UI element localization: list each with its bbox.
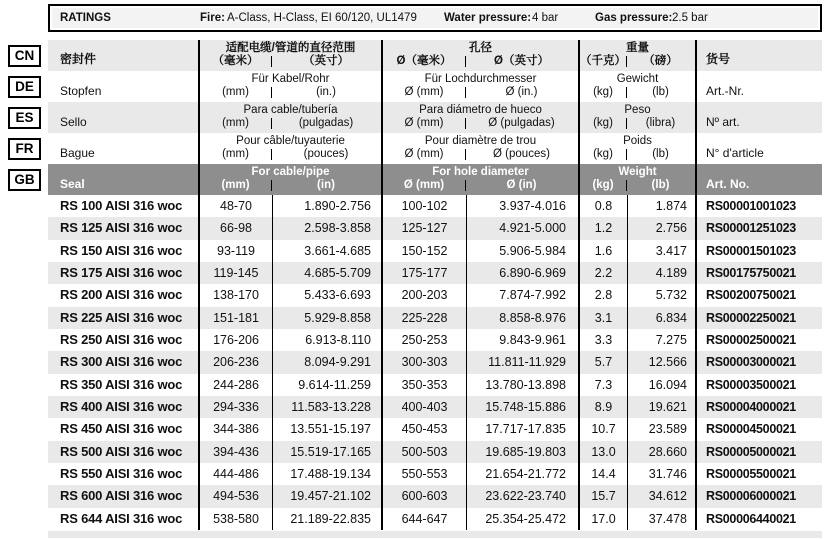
gas-pressure-value: 2.5 bar — [672, 12, 708, 24]
weight-lb-cell: 4.189 — [628, 262, 697, 284]
hole-diameter-group-label: For hole diameter — [432, 166, 529, 178]
hole-in-cell: 5.906-5.984 — [467, 240, 580, 262]
cable-in-cell: 1.890-2.756 — [273, 195, 383, 217]
seal-term-label: Stopfen — [48, 71, 200, 102]
weight-lb-cell: 2.756 — [628, 217, 697, 239]
cable-mm-cell: 151-181 — [200, 307, 273, 329]
fire-rating-label: Fire: — [200, 12, 225, 24]
language-badge: GB — [8, 169, 41, 191]
hole-mm-cell: 450-453 — [383, 418, 467, 440]
cable-pipe-column-header — [200, 102, 383, 133]
hole-diameter-column-header — [383, 71, 580, 102]
weight-kg-cell: 3.3 — [580, 329, 628, 351]
weight-group-label: Gewicht — [616, 73, 659, 85]
hole-mm-cell: 150-152 — [383, 240, 467, 262]
weight-lb-cell: 7.275 — [628, 329, 697, 351]
weight-kg-cell: 5.7 — [580, 351, 628, 373]
cable-in-cell: 9.614-11.259 — [273, 374, 383, 396]
cable-in-cell: 3.661-4.685 — [273, 240, 383, 262]
hole-in-cell: 17.717-17.835 — [467, 418, 580, 440]
hole-diameter-column-header — [383, 40, 580, 71]
weight-lb-cell: 34.612 — [628, 485, 697, 507]
cable-in-cell: 17.488-19.134 — [273, 463, 383, 485]
seal-name-cell: RS 450 AISI 316 woc — [48, 418, 200, 440]
weight-lb-cell: 1.874 — [628, 195, 697, 217]
weight-kg-cell: 8.9 — [580, 396, 628, 418]
hole-in-cell: 23.622-23.740 — [467, 485, 580, 507]
table-row — [48, 307, 822, 329]
table-row — [48, 396, 822, 418]
hole-in-cell: 7.874-7.992 — [467, 284, 580, 306]
language-header-row — [14, 40, 822, 71]
hole-in-unit-label: Ø (pulgadas) — [488, 117, 555, 129]
weight-kg-cell: 14.4 — [580, 463, 628, 485]
art-no-cell: RS00006000021 — [706, 489, 796, 504]
cable-in-unit-label: (pulgadas) — [298, 117, 354, 129]
hole-in-cell: 25.354-25.472 — [467, 508, 580, 530]
art-no-cell: RS00005500021 — [706, 466, 796, 481]
gas-pressure-label: Gas pressure: — [595, 12, 673, 24]
hole-mm-cell: 644-647 — [383, 508, 467, 530]
cable-in-cell: 13.551-15.197 — [273, 418, 383, 440]
cable-pipe-group-label: Pour câble/tuyauterie — [236, 135, 345, 147]
hole-in-unit-label: Ø (pouces) — [493, 148, 550, 160]
weight-lb-unit-label: (lb) — [651, 179, 670, 191]
cable-in-cell: 8.094-9.291 — [273, 351, 383, 373]
table-row — [48, 508, 822, 530]
hole-in-cell: 6.890-6.969 — [467, 262, 580, 284]
ratings-bar — [48, 4, 822, 32]
weight-kg-cell: 2.2 — [580, 262, 628, 284]
table-row — [48, 485, 822, 507]
weight-lb-unit-label: (libra) — [645, 117, 676, 129]
weight-column-header — [580, 71, 697, 102]
art-no-column-header: Art.-Nr. — [706, 84, 744, 98]
seal-name-cell: RS 550 AISI 316 woc — [48, 463, 200, 485]
table-row — [48, 351, 822, 373]
weight-group-label: Poids — [623, 135, 652, 147]
hole-in-unit-label: Ø (in) — [506, 179, 537, 191]
cable-mm-cell: 344-386 — [200, 418, 273, 440]
seal-name-cell: RS 150 AISI 316 woc — [48, 240, 200, 262]
weight-kg-cell: 7.3 — [580, 374, 628, 396]
hole-diameter-group-label: Für Lochdurchmesser — [424, 73, 537, 85]
cable-in-unit-label: (in.) — [316, 86, 336, 98]
hole-mm-unit-label: Ø (mm) — [404, 117, 444, 129]
cable-pipe-group-label: For cable/pipe — [251, 166, 330, 178]
weight-lb-unit-label: (lb) — [652, 148, 669, 160]
weight-group-label: 重量 — [626, 42, 649, 54]
table-row — [48, 463, 822, 485]
cable-mm-cell: 494-536 — [200, 485, 273, 507]
spec-table — [14, 40, 822, 538]
cable-mm-unit-label: （毫米） — [212, 55, 259, 67]
art-no-cell: RS00003500021 — [706, 377, 796, 392]
art-no-cell: RS00002500021 — [706, 332, 796, 347]
seal-term-label: Seal — [48, 164, 200, 195]
cable-mm-cell: 93-119 — [200, 240, 273, 262]
art-no-cell: RS00001251023 — [706, 221, 796, 236]
weight-group-label: Peso — [624, 104, 651, 116]
table-bottom-strip — [48, 531, 822, 538]
hole-mm-unit-label: Ø (mm) — [404, 86, 444, 98]
table-row — [48, 374, 822, 396]
hole-diameter-column-header — [383, 102, 580, 133]
seal-name-cell: RS 300 AISI 316 woc — [48, 351, 200, 373]
art-no-cell: RS00005000021 — [706, 444, 796, 459]
weight-kg-cell: 15.7 — [580, 485, 628, 507]
hole-in-cell: 15.748-15.886 — [467, 396, 580, 418]
cable-in-cell: 5.929-8.858 — [273, 307, 383, 329]
language-badge: DE — [8, 76, 41, 98]
art-no-column-header: N° d'article — [706, 146, 764, 160]
table-row — [48, 284, 822, 306]
hole-in-unit-label: Ø (in.) — [505, 86, 538, 98]
cable-mm-cell: 244-286 — [200, 374, 273, 396]
art-no-cell: RS00175750021 — [706, 265, 796, 280]
cable-pipe-column-header — [200, 40, 383, 71]
weight-kg-cell: 10.7 — [580, 418, 628, 440]
cable-in-unit-label: (pouces) — [303, 148, 349, 160]
hole-in-cell: 4.921-5.000 — [467, 217, 580, 239]
weight-lb-cell: 12.566 — [628, 351, 697, 373]
cable-in-cell: 5.433-6.693 — [273, 284, 383, 306]
weight-lb-cell: 28.660 — [628, 441, 697, 463]
weight-column-header — [580, 40, 697, 71]
weight-lb-cell: 19.621 — [628, 396, 697, 418]
cable-mm-unit-label: (mm) — [222, 86, 249, 98]
cable-mm-cell: 294-336 — [200, 396, 273, 418]
art-no-cell: RS00001001023 — [706, 199, 796, 213]
weight-lb-cell: 37.478 — [628, 508, 697, 530]
weight-kg-unit-label: (kg) — [593, 117, 613, 129]
cable-pipe-group-label: Für Kabel/Rohr — [251, 73, 330, 85]
cable-mm-cell: 206-236 — [200, 351, 273, 373]
hole-in-cell: 21.654-21.772 — [467, 463, 580, 485]
weight-kg-cell: 2.8 — [580, 284, 628, 306]
table-row — [48, 217, 822, 239]
weight-kg-unit-label: (kg) — [592, 179, 614, 191]
weight-lb-unit-label: （磅） — [643, 55, 678, 67]
hole-mm-unit-label: Ø (mm) — [404, 148, 444, 160]
ratings-title: RATINGS — [60, 12, 111, 24]
art-no-cell: RS00004500021 — [706, 422, 796, 437]
hole-mm-cell: 500-503 — [383, 441, 467, 463]
hole-diameter-group-label: 孔径 — [469, 42, 492, 54]
cable-mm-cell: 538-580 — [200, 508, 273, 530]
cable-mm-cell: 138-170 — [200, 284, 273, 306]
seal-term-label: Sello — [48, 102, 200, 133]
art-no-column-header: 货号 — [706, 52, 731, 66]
cable-in-unit-label: （英寸） — [303, 55, 349, 67]
seal-term-label: 密封件 — [48, 40, 200, 71]
cable-mm-cell: 48-70 — [200, 195, 273, 217]
hole-mm-cell: 550-553 — [383, 463, 467, 485]
cable-pipe-group-label: Para cable/tubería — [243, 104, 338, 116]
hole-mm-cell: 125-127 — [383, 217, 467, 239]
water-pressure-value: 4 bar — [532, 12, 559, 24]
cable-mm-cell: 176-206 — [200, 329, 273, 351]
cable-mm-cell: 444-486 — [200, 463, 273, 485]
cable-in-cell: 19.457-21.102 — [273, 485, 383, 507]
art-no-cell: RS00001501023 — [706, 243, 796, 258]
hole-mm-cell: 100-102 — [383, 195, 467, 217]
seal-name-cell: RS 350 AISI 316 woc — [48, 374, 200, 396]
seal-name-cell: RS 100 AISI 316 woc — [48, 195, 200, 217]
gb-header-row — [14, 164, 822, 195]
language-badge: ES — [8, 107, 41, 129]
seal-name-cell: RS 644 AISI 316 woc — [48, 508, 200, 530]
hole-in-cell: 11.811-11.929 — [467, 351, 580, 373]
hole-in-cell: 3.937-4.016 — [467, 195, 580, 217]
seal-name-cell: RS 600 AISI 316 woc — [48, 485, 200, 507]
table-row — [48, 195, 822, 217]
weight-lb-cell: 3.417 — [628, 240, 697, 262]
weight-lb-cell: 5.732 — [628, 284, 697, 306]
cable-mm-cell: 119-145 — [200, 262, 273, 284]
cable-in-cell: 15.519-17.165 — [273, 441, 383, 463]
weight-kg-cell: 13.0 — [580, 441, 628, 463]
art-no-column-header: Art. No. — [706, 177, 750, 191]
language-badge: CN — [8, 45, 41, 67]
hole-mm-cell: 200-203 — [383, 284, 467, 306]
weight-kg-cell: 3.1 — [580, 307, 628, 329]
weight-kg-cell: 0.8 — [580, 195, 628, 217]
language-badge: FR — [8, 138, 41, 160]
cable-mm-cell: 394-436 — [200, 441, 273, 463]
hole-diameter-group-label: Para diámetro de hueco — [419, 104, 542, 116]
cable-pipe-column-header — [200, 71, 383, 102]
hole-mm-unit-label: Ø (mm) — [403, 179, 445, 191]
language-header-row — [15, 133, 822, 164]
cable-in-cell: 6.913-8.110 — [273, 329, 383, 351]
cable-in-cell: 4.685-5.709 — [273, 262, 383, 284]
hole-mm-unit-label: Ø（毫米） — [396, 55, 452, 67]
hole-mm-cell: 400-403 — [383, 396, 467, 418]
hole-diameter-group-label: Pour diamètre de trou — [424, 135, 537, 147]
hole-in-cell: 19.685-19.803 — [467, 441, 580, 463]
cable-in-unit-label: (in) — [317, 179, 335, 191]
seal-name-cell: RS 250 AISI 316 woc — [48, 329, 200, 351]
cable-in-cell: 2.598-3.858 — [273, 217, 383, 239]
hole-mm-cell: 250-253 — [383, 329, 467, 351]
weight-column-header — [580, 164, 697, 195]
water-pressure-label: Water pressure: — [444, 12, 532, 24]
cable-in-cell: 11.583-13.228 — [273, 396, 383, 418]
weight-kg-cell: 17.0 — [580, 508, 628, 530]
weight-group-label: Weight — [618, 166, 657, 178]
art-no-cell: RS00200750021 — [706, 288, 796, 303]
fire-rating-value: A-Class, H-Class, EI 60/120, UL1479 — [227, 12, 417, 24]
hole-mm-cell: 300-303 — [383, 351, 467, 373]
seal-name-cell: RS 500 AISI 316 woc — [48, 441, 200, 463]
hole-mm-cell: 350-353 — [383, 374, 467, 396]
weight-kg-unit-label: (kg) — [593, 148, 613, 160]
weight-kg-cell: 1.2 — [580, 217, 628, 239]
hole-diameter-column-header — [383, 164, 580, 195]
hole-mm-cell: 175-177 — [383, 262, 467, 284]
weight-lb-cell: 6.834 — [628, 307, 697, 329]
art-no-cell: RS00003000021 — [706, 355, 796, 370]
hole-in-unit-label: Ø（英寸） — [494, 55, 549, 67]
table-row — [48, 329, 822, 351]
hole-in-cell: 9.843-9.961 — [467, 329, 580, 351]
hole-diameter-column-header — [383, 133, 580, 164]
table-body — [48, 195, 822, 530]
weight-lb-unit-label: (lb) — [652, 86, 669, 98]
weight-lb-cell: 31.746 — [628, 463, 697, 485]
weight-lb-cell: 23.589 — [628, 418, 697, 440]
table-row — [48, 240, 822, 262]
cable-mm-cell: 66-98 — [200, 217, 273, 239]
cable-mm-unit-label: (mm) — [221, 179, 250, 191]
language-header-row — [15, 102, 822, 133]
seal-term-label: Bague — [48, 133, 200, 164]
cable-pipe-group-label: 适配电缆/管道的直径范围 — [225, 42, 356, 54]
art-no-column-header: Nº art. — [706, 115, 740, 129]
cable-mm-unit-label: (mm) — [222, 148, 249, 160]
hole-in-cell: 8.858-8.976 — [467, 307, 580, 329]
hole-in-cell: 13.780-13.898 — [467, 374, 580, 396]
table-row — [48, 441, 822, 463]
art-no-cell: RS00006440021 — [706, 511, 796, 526]
hole-mm-cell: 225-228 — [383, 307, 467, 329]
language-header-row — [15, 71, 822, 102]
hole-mm-cell: 600-603 — [383, 485, 467, 507]
seal-name-cell: RS 200 AISI 316 woc — [48, 284, 200, 306]
header-language-rows — [14, 40, 822, 164]
weight-kg-unit-label: (kg) — [593, 86, 613, 98]
art-no-cell: RS00002250021 — [706, 310, 796, 325]
cable-pipe-column-header — [200, 133, 383, 164]
seal-name-cell: RS 400 AISI 316 woc — [48, 396, 200, 418]
seal-name-cell: RS 225 AISI 316 woc — [48, 307, 200, 329]
table-row — [48, 418, 822, 440]
cable-pipe-column-header — [200, 164, 383, 195]
cable-in-cell: 21.189-22.835 — [273, 508, 383, 530]
seal-name-cell: RS 175 AISI 316 woc — [48, 262, 200, 284]
art-no-cell: RS00004000021 — [706, 399, 796, 414]
seal-name-cell: RS 125 AISI 316 woc — [48, 217, 200, 239]
weight-kg-unit-label: （千克） — [580, 55, 626, 67]
weight-column-header — [580, 133, 697, 164]
weight-column-header — [580, 102, 697, 133]
table-row — [48, 262, 822, 284]
cable-mm-unit-label: (mm) — [222, 117, 249, 129]
weight-kg-cell: 1.6 — [580, 240, 628, 262]
weight-lb-cell: 16.094 — [628, 374, 697, 396]
